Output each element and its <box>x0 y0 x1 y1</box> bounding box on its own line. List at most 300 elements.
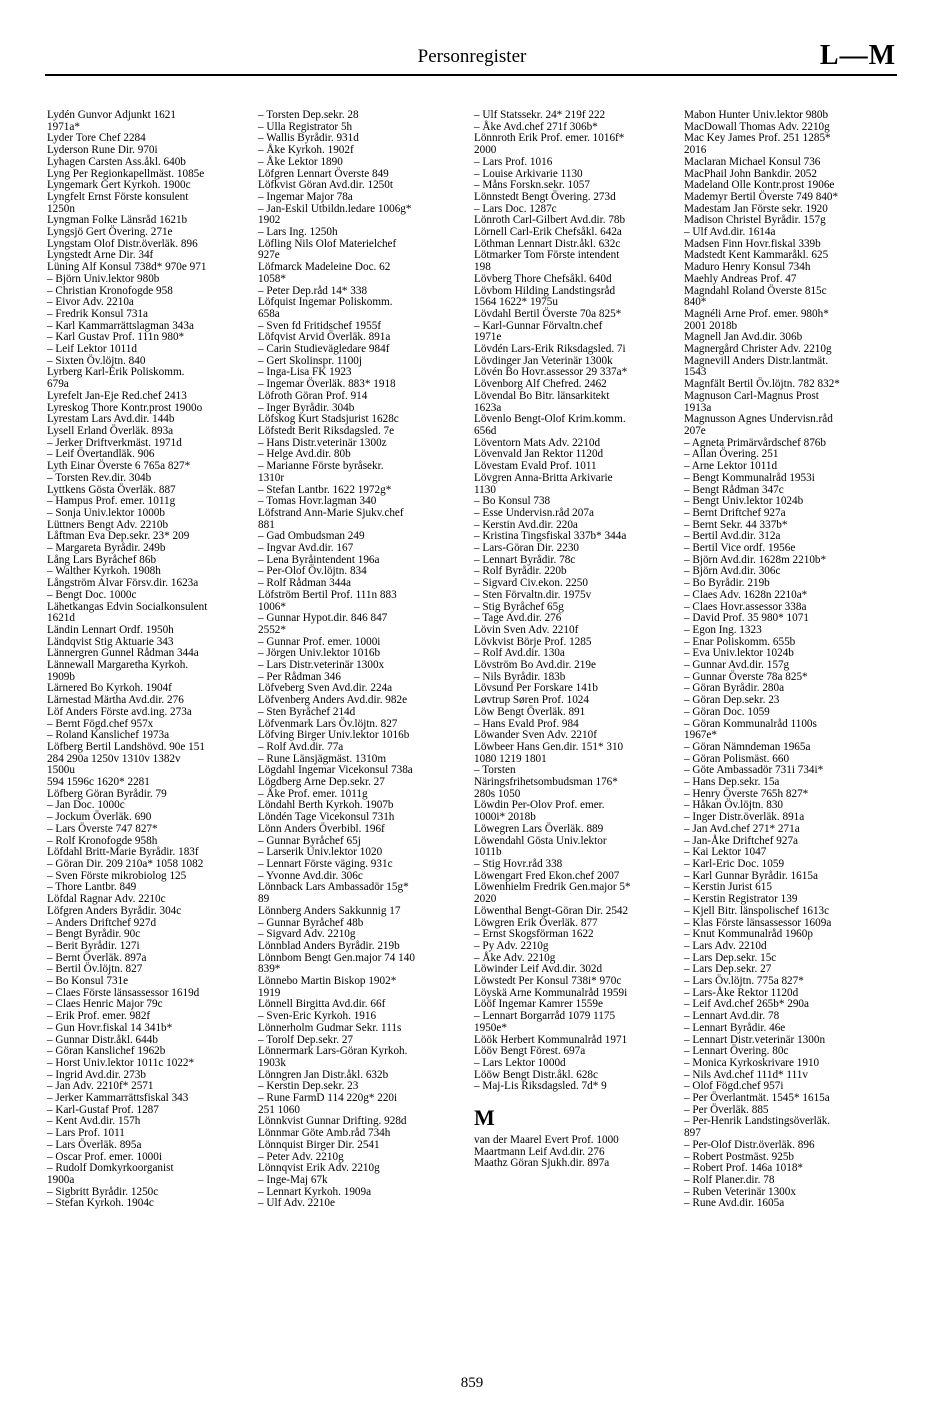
register-entry: – Karl Kammarrättslagman 343a <box>47 319 194 332</box>
register-entry: – Oscar Prof. emer. 1000i <box>47 1150 162 1163</box>
register-entry: – Sigvard Adv. 2210g <box>258 928 356 941</box>
register-entry: 656d <box>474 424 497 437</box>
register-entry: – Gunnar Byråchef 65j <box>258 834 361 847</box>
register-entry: 207e <box>684 424 706 437</box>
register-entry: – Inger Byrådir. 304b <box>258 401 355 414</box>
register-entry: – Carin Studievägledare 984f <box>258 343 390 356</box>
register-entry: – Marianne Förste byråsekr. <box>258 460 384 473</box>
register-entry: Lövenvald Jan Rektor 1120d <box>474 448 604 461</box>
register-entry: Löventorn Mats Adv. 2210d <box>474 436 601 449</box>
register-entry: – Eivor Adv. 2210a <box>47 296 134 309</box>
register-entry: – Lars Adv. 2210d <box>684 939 767 952</box>
register-entry: Lövenborg Alf Chefred. 2462 <box>474 378 607 391</box>
register-entry: Lyngfelt Ernst Förste konsulent <box>47 190 189 203</box>
register-entry: 897 <box>684 1127 701 1140</box>
register-entry: – Gunnar Distr.åkl. 644b <box>47 1033 158 1046</box>
register-entry: 840* <box>684 296 707 309</box>
register-entry: Löwengart Fred Ekon.chef 2007 <box>474 869 620 882</box>
register-entry: – Karl Gustav Prof. 111n 980* <box>47 331 185 344</box>
register-entry: – Måns Forskn.sekr. 1057 <box>474 179 590 192</box>
register-entry: – Bertil Öv.löjtn. 827 <box>47 963 143 976</box>
register-entry: – Claes Hovr.assessor 338a <box>684 600 807 613</box>
register-entry: – Åke Avd.chef 271f 306b* <box>474 120 598 133</box>
register-entry: Löndén Tage Vicekonsul 731h <box>258 811 395 824</box>
register-entry: – Leif Avd.chef 265b* 290a <box>684 998 809 1011</box>
register-entry: – Gunnar Byråchef 48b <box>258 916 364 929</box>
register-entry: 1130 <box>474 483 496 496</box>
register-entry: – Bengt Rådman 347c <box>684 483 784 496</box>
register-entry: Löfmarck Madeleine Doc. 62 <box>258 261 391 274</box>
register-entry: Lööv Bengt Förest. 697a <box>474 1045 586 1058</box>
register-entry: Lövin Sven Adv. 2210f <box>474 623 579 636</box>
register-entry: Löfqvist Arvid Överläk. 891a <box>258 331 391 344</box>
register-entry: 1900a <box>47 1173 75 1186</box>
register-entry: 1903k <box>258 1056 286 1069</box>
register-entry: – Bernt Driftchef 927a <box>684 506 786 519</box>
register-entry: Löw Bengt Överläk. 891 <box>474 705 586 718</box>
register-entry: – Hans Evald Prof. 984 <box>474 717 579 730</box>
register-entry: – Rolf Rådman 344a <box>258 577 351 590</box>
register-entry: Lövdinger Jan Veterinär 1300k <box>474 354 613 367</box>
register-entry: Madison Christel Byrådir. 157g <box>684 214 826 227</box>
register-entry: Lönnquist Birger Dir. 2541 <box>258 1138 380 1151</box>
register-entry: 594 1596c 1620* 2281 <box>47 776 150 789</box>
register-entry: – Per Överlantmät. 1545* 1615a <box>684 1092 830 1105</box>
register-entry: Låftman Eva Dep.sekr. 23* 209 <box>47 530 190 543</box>
register-entry: Lüning Alf Konsul 738d* 970e 971 <box>47 261 207 274</box>
register-entry: 1971a* <box>47 120 80 133</box>
register-entry: – Jockum Överläk. 690 <box>47 811 152 824</box>
register-entry: Lövenlo Bengt-Olof Krim.komm. <box>474 413 626 426</box>
register-entry: – Lars Distr.veterinär 1300x <box>258 659 385 672</box>
register-entry: 2001 2018b <box>684 319 738 332</box>
register-entry: 1909b <box>47 670 75 683</box>
register-entry: – Larserik Univ.lektor 1020 <box>258 846 383 859</box>
register-entry: Lövsund Per Forskare 141b <box>474 682 598 695</box>
register-entry: – Ingrid Avd.dir. 273b <box>47 1068 146 1081</box>
register-column-2 <box>258 110 463 1210</box>
register-entry: Lögdahl Ingemar Vicekonsul 738a <box>258 764 413 777</box>
register-entry: Magnuson Carl-Magnus Prost <box>684 389 819 402</box>
register-entry: Lüttners Bengt Adv. 2210b <box>47 518 169 531</box>
register-entry: – Karl-Gustaf Prof. 1287 <box>47 1103 159 1116</box>
register-entry: – Jan Adv. 2210f* 2571 <box>47 1080 154 1093</box>
register-entry: MacDowall Thomas Adv. 2210g <box>684 120 830 133</box>
register-entry: Lönnmar Göte Amb.råd 734h <box>258 1127 391 1140</box>
register-entry: Lörnell Carl-Erik Chefsåkl. 642a <box>474 226 622 239</box>
register-entry: Madeland Olle Kontr.prost 1906e <box>684 179 835 192</box>
register-entry: Lönnell Birgitta Avd.dir. 66f <box>258 998 386 1011</box>
register-entry: 1080 1219 1801 <box>474 752 547 765</box>
header-rule <box>45 74 897 76</box>
register-entry: – Ulf Adv. 2210e <box>258 1197 335 1210</box>
register-entry: – Ingemar Överläk. 883* 1918 <box>258 378 396 391</box>
register-entry: – Bernt Fögd.chef 957x <box>47 717 154 730</box>
register-entry: – Lars Öv.löjtn. 775a 827* <box>684 975 804 988</box>
register-entry: – Allan Övering. 251 <box>684 448 779 461</box>
register-entry: – Sven Förste mikrobiolog 125 <box>47 869 187 882</box>
register-entry: Löf Anders Förste avd.ing. 273a <box>47 705 192 718</box>
register-entry: – Karl-Gunnar Förvaltn.chef <box>474 319 603 332</box>
register-entry: – Göran Kanslichef 1962b <box>47 1045 166 1058</box>
register-entry: Lövdahl Bertil Överste 70a 825* <box>474 307 622 320</box>
register-entry: – Rune Länsjägmäst. 1310m <box>258 752 387 765</box>
register-entry: Långström Alvar Försv.dir. 1623a <box>47 577 199 590</box>
register-entry: – Claes Henric Major 79c <box>47 998 163 1011</box>
register-entry: – Gunnar Prof. emer. 1000i <box>258 635 381 648</box>
register-entry: 2000 <box>474 144 497 157</box>
register-entry: – Lars Ing. 1250h <box>258 226 338 239</box>
register-entry: – Ingvar Avd.dir. 167 <box>258 542 354 555</box>
register-entry: Lögdberg Arne Dep.sekr. 27 <box>258 776 385 789</box>
register-entry: – Ingemar Major 78a <box>258 190 353 203</box>
register-entry: – Kent Avd.dir. 157h <box>47 1115 141 1128</box>
register-entry: Lönnerholm Gudmar Sekr. 111s <box>258 1021 402 1034</box>
register-entry: Lyngstedt Arne Dir. 34f <box>47 249 154 262</box>
register-entry: – Bernt Överläk. 897a <box>47 951 147 964</box>
register-entry: – Per-Olof Distr.överläk. 896 <box>684 1138 815 1151</box>
register-entry: – Bernt Sekr. 44 337b* <box>684 518 788 531</box>
register-entry: – Lennart Förste väging. 931c <box>258 858 393 870</box>
register-entry: Madestam Jan Förste sekr. 1920 <box>684 202 828 215</box>
register-entry: Madsen Finn Hovr.fiskal 339b <box>684 237 821 250</box>
register-entry: Löfroth Göran Prof. 914 <box>258 389 368 402</box>
register-entry: – Göran Polismäst. 660 <box>684 752 790 765</box>
register-entry: Löfdahl Britt-Marie Byrådir. 183f <box>47 846 199 859</box>
register-entry: – Rune FarmD 114 220g* 220i <box>258 1092 398 1105</box>
register-entry: – Rudolf Domkyrkoorganist <box>47 1162 174 1175</box>
register-entry: – Ulf Statssekr. 24* 219f 222 <box>474 109 606 121</box>
register-entry: – Ernst Skogsförman 1622 <box>474 928 594 941</box>
register-entry: Lyrestam Lars Avd.dir. 144b <box>47 413 175 426</box>
register-entry: – Göran Doc. 1059 <box>684 705 770 718</box>
register-entry: – Py Adv. 2210g <box>474 939 549 952</box>
register-entry: – Walther Kyrkoh. 1908h <box>47 565 161 578</box>
register-entry: – Bengt Byrådir. 90c <box>47 928 141 941</box>
register-entry: – Kerstin Dep.sekr. 23 <box>258 1080 359 1093</box>
register-entry: – Åke Prof. emer. 1011g <box>258 787 368 800</box>
register-entry: – Leif Övertandläk. 906 <box>47 448 155 461</box>
register-entry: – Stefan Kyrkoh. 1904c <box>47 1197 154 1210</box>
register-entry: – Louise Arkivarie 1130 <box>474 167 583 180</box>
register-entry: – Robert Prof. 146a 1018* <box>684 1162 804 1175</box>
register-entry: Lönnroth Erik Prof. emer. 1016f* <box>474 132 625 145</box>
register-entry: – Ulla Registrator 5h <box>258 120 353 133</box>
register-entry: – Thore Lantbr. 849 <box>47 881 137 894</box>
register-entry: – Kristina Tingsfiskal 337b* 344a <box>474 530 627 543</box>
register-entry: Lönnstedt Bengt Övering. 273d <box>474 190 616 203</box>
register-entry: – Åke Lektor 1890 <box>258 155 343 168</box>
register-entry: Maartmann Leif Avd.dir. 276 <box>474 1145 605 1158</box>
register-entry: Lyng Per Regionkapellmäst. 1085e <box>47 167 205 180</box>
register-entry: – Åke Adv. 2210g <box>474 951 556 964</box>
register-entry: Löfberg Bertil Landshövd. 90e 151 <box>47 740 205 753</box>
register-entry: Lötmarker Tom Förste intendent <box>474 249 620 262</box>
register-entry: Lyder Tore Chef 2284 <box>47 132 146 145</box>
register-entry: – Hans Dep.sekr. 15a <box>684 776 780 789</box>
register-entry: – Yvonne Avd.dir. 306c <box>258 869 363 882</box>
register-entry: – Jerker Kammarrättsfiskal 343 <box>47 1092 189 1105</box>
register-entry: – Lena Byråintendent 196a <box>258 553 380 566</box>
register-entry: 839* <box>258 963 281 976</box>
register-entry: Magnusson Agnes Undervisn.råd <box>684 413 833 426</box>
register-entry: Löfveberg Sven Avd.dir. 224a <box>258 682 393 695</box>
register-entry: Lönnermark Lars-Göran Kyrkoh. <box>258 1045 408 1058</box>
register-entry: – Bo Byrådir. 219b <box>684 577 770 590</box>
register-entry: – Arne Lektor 1011d <box>684 460 778 473</box>
register-entry: 1000i* 2018b <box>474 811 536 824</box>
register-entry: Lönnback Lars Ambassadör 15g* <box>258 881 409 894</box>
register-entry: Löfstedt Berit Riksdagsled. 7e <box>258 424 395 437</box>
register-entry: Madstedt Kent Kammaråkl. 625 <box>684 249 829 262</box>
register-entry: – Per Överläk. 885 <box>684 1103 769 1116</box>
register-entry: 1543 <box>684 366 707 379</box>
register-entry: Lövbom Hilding Landstingsråd <box>474 284 616 297</box>
register-entry: – Sven-Eric Kyrkoh. 1916 <box>258 1010 377 1023</box>
register-entry: – Margareta Byrådir. 249b <box>47 542 166 555</box>
register-entry: Magnergård Christer Adv. 2210g <box>684 343 832 356</box>
register-entry: Lyngsjö Gert Övering. 271e <box>47 226 173 239</box>
register-entry: Lönnbom Bengt Gen.major 74 140 <box>258 951 415 964</box>
register-entry: Löwgren Erik Överläk. 877 <box>474 916 598 929</box>
register-entry: – Fredrik Konsul 731a <box>47 307 148 320</box>
register-entry: – Inge-Maj 67k <box>258 1173 328 1186</box>
register-entry: – Erik Prof. emer. 982f <box>47 1010 151 1023</box>
register-entry: Lönnblad Anders Byrådir. 219b <box>258 939 400 952</box>
register-entry: – Gert Skolinspr. 1100j <box>258 354 363 367</box>
register-entry: Magndahl Roland Överste 815c <box>684 284 827 297</box>
register-entry: Magnfält Bertil Öv.löjtn. 782 832* <box>684 378 840 391</box>
register-entry: – Jan Doc. 1000c <box>47 799 125 812</box>
register-entry: – Tage Avd.dir. 276 <box>474 612 562 625</box>
register-entry: Löfdal Ragnar Adv. 2210c <box>47 893 166 906</box>
register-entry: Mademyr Bertil Överste 749 840* <box>684 190 839 203</box>
register-entry: 1564 1622* 1975u <box>474 296 558 309</box>
register-entry: Lång Lars Byråchef 86b <box>47 553 157 566</box>
register-entry: Löfström Bertil Prof. 111n 883 <box>258 588 397 601</box>
register-entry: – Lars Lektor 1000d <box>474 1056 566 1069</box>
register-entry: – Bertil Vice ordf. 1956e <box>684 542 796 555</box>
register-entry: – Sonja Univ.lektor 1000b <box>47 506 165 519</box>
register-entry: 1621d <box>47 612 75 625</box>
register-entry: – Rolf Byrådir. 220b <box>474 565 567 578</box>
register-entry: – Horst Univ.lektor 1011c 1022* <box>47 1056 195 1069</box>
register-entry: – Göran Dir. 209 210a* 1058 1082 <box>47 858 204 870</box>
register-entry: Löthman Lennart Distr.åkl. 632c <box>474 237 621 250</box>
register-entry: Löwinder Leif Avd.dir. 302d <box>474 963 603 976</box>
page-header-letters: L—M <box>819 40 896 71</box>
register-entry: – Torsten <box>474 764 516 777</box>
register-entry: Lönnebo Martin Biskop 1902* <box>258 975 397 988</box>
register-entry: Lännergren Gunnel Rådman 344a <box>47 647 199 660</box>
register-entry: Löwenhielm Fredrik Gen.major 5* <box>474 881 631 894</box>
register-entry: – Peter Adv. 2210g <box>258 1150 344 1163</box>
register-entry: Ländqvist Stig Aktuarie 343 <box>47 635 174 648</box>
register-entry: – Gunnar Avd.dir. 157g <box>684 659 790 672</box>
register-entry: – Anders Driftchef 927d <box>47 916 157 929</box>
register-entry: – Esse Undervisn.råd 207a <box>474 506 594 519</box>
register-entry: – Maj-Lis Riksdagsled. 7d* 9 <box>474 1080 607 1093</box>
register-entry: 280s 1050 <box>474 787 521 800</box>
register-entry: – Jerker Driftverkmäst. 1971d <box>47 436 182 449</box>
register-entry: 1011b <box>474 846 502 859</box>
register-entry: Löfskog Kurt Stadsjurist 1628c <box>258 413 399 426</box>
register-entry: – Henry Överste 765h 827* <box>684 787 809 800</box>
register-entry: – Bengt Univ.lektor 1024b <box>684 495 804 508</box>
register-entry: Löfvenmark Lars Öv.löjtn. 827 <box>258 717 398 730</box>
register-entry: – Bo Konsul 731e <box>47 975 129 988</box>
register-entry: Löndahl Berth Kyrkoh. 1907b <box>258 799 394 812</box>
register-entry: – Åke Kyrkoh. 1902f <box>258 144 354 157</box>
register-entry: Lövberg Thore Chefsåkl. 640d <box>474 272 612 285</box>
register-entry: Lyderson Rune Dir. 970i <box>47 144 158 157</box>
register-entry: – Gunnar Hypot.dir. 846 847 <box>258 612 388 625</box>
register-entry: – Gad Ombudsman 249 <box>258 530 365 543</box>
register-entry: – Knut Kommunalråd 1960p <box>684 928 813 941</box>
register-entry: – Ruben Veterinär 1300x <box>684 1185 796 1198</box>
register-entry: Lönnqvist Erik Adv. 2210g <box>258 1162 380 1175</box>
register-entry: – Robert Postmäst. 925b <box>684 1150 795 1163</box>
register-entry: – Göran Byrådir. 280a <box>684 682 785 695</box>
register-entry: Lööw Bengt Distr.åkl. 628c <box>474 1068 598 1081</box>
register-entry: Lönroth Carl-Gilbert Avd.dir. 78b <box>474 214 626 227</box>
register-entry: Löwstedt Per Konsul 738i* 970c <box>474 975 622 988</box>
register-entry: Löwdin Per-Olov Prof. emer. <box>474 799 605 812</box>
register-entry: Näringsfrihetsombudsman 176* <box>474 776 618 789</box>
register-entry: 1500u <box>47 764 75 777</box>
register-entry: Maclaran Michael Konsul 736 <box>684 155 821 168</box>
register-entry: – Kerstin Avd.dir. 220a <box>474 518 578 531</box>
register-entry: – Sigbritt Byrådir. 1250c <box>47 1185 159 1198</box>
register-entry: – Karl Gunnar Byrådir. 1615a <box>684 869 818 882</box>
register-entry: Lännewall Margaretha Kyrkoh. <box>47 659 189 672</box>
register-entry: Löwegren Lars Överläk. 889 <box>474 822 604 835</box>
register-entry: – Rolf Planer.dir. 78 <box>684 1173 775 1186</box>
register-entry: 198 <box>474 261 491 274</box>
register-entry: – Lennart Kyrkoh. 1909a <box>258 1185 372 1198</box>
register-entry: – Göran Kommunalråd 1100s <box>684 717 817 730</box>
register-entry: – Eva Univ.lektor 1024b <box>684 647 794 660</box>
register-column-1 <box>47 110 252 1210</box>
register-entry: – Håkan Öv.löjtn. 830 <box>684 799 784 812</box>
register-entry: MacPhail John Bankdir. 2052 <box>684 167 817 180</box>
register-entry: Lövén Bo Hovr.assessor 29 337a* <box>474 366 628 379</box>
register-entry: Löök Herbert Kommunalråd 1971 <box>474 1033 628 1046</box>
register-entry: Magnéli Arne Prof. emer. 980h* <box>684 307 829 320</box>
register-entry: – Rolf Kronofogde 958h <box>47 834 158 847</box>
register-entry: – Gunnar Överste 78a 825* <box>684 670 808 683</box>
register-entry: Lövgren Anna-Britta Arkivarie <box>474 471 613 484</box>
register-entry: Lyreskog Thore Kontr.prost 1900o <box>47 401 203 414</box>
register-entry: – Rune Avd.dir. 1605a <box>684 1197 785 1210</box>
register-entry: 679a <box>47 378 69 391</box>
register-entry: Magnell Jan Avd.dir. 306b <box>684 331 803 344</box>
register-entry: – Lennart Borgarråd 1079 1175 <box>474 1010 616 1023</box>
register-entry: Löfgren Anders Byrådir. 304c <box>47 904 182 917</box>
register-entry: – Stig Byråchef 65g <box>474 600 564 613</box>
register-entry: 927e <box>258 249 280 262</box>
register-entry: – Lars-Åke Rektor 1120d <box>684 986 799 999</box>
register-entry: Lövdén Lars-Erik Riksdagsled. 7i <box>474 343 626 356</box>
register-entry: Lyrberg Karl-Erik Poliskomm. <box>47 366 185 379</box>
register-entry: – Sten Byråchef 214d <box>258 705 356 718</box>
register-entry: Lönngren Jan Distr.åkl. 632b <box>258 1068 389 1081</box>
register-entry: Lönn Anders Överbibl. 196f <box>258 822 385 835</box>
register-entry: – Inga-Lisa FK 1923 <box>258 366 352 379</box>
register-entry: – Kjell Bitr. länspolischef 1613c <box>684 904 830 917</box>
register-entry: – Sigvard Civ.ekon. 2250 <box>474 577 588 590</box>
register-entry: Magnevill Anders Distr.lantmät. <box>684 354 829 367</box>
register-entry: – Monica Kyrkoskrivare 1910 <box>684 1056 820 1069</box>
register-entry: – Lars Dep.sekr. 15c <box>684 951 777 964</box>
register-entry: Löwander Sven Adv. 2210f <box>474 729 597 742</box>
register-entry: – Claes Förste länsassessor 1619d <box>47 986 200 999</box>
register-entry: 1902 <box>258 214 281 227</box>
register-entry: Löwendahl Gösta Univ.lektor <box>474 834 607 847</box>
register-entry: – Lars Överste 747 827* <box>47 822 158 835</box>
register-entry: Löyskä Arne Kommunalråd 1959i <box>474 986 628 999</box>
register-entry: – Lars Prof. 1011 <box>47 1127 125 1140</box>
register-entry: – Leif Lektor 1011d <box>47 343 137 356</box>
register-entry: – Torolf Dep.sekr. 27 <box>258 1033 354 1046</box>
register-entry: Maduro Henry Konsul 734h <box>684 261 811 274</box>
register-entry: 881 <box>258 518 275 531</box>
register-entry: – Peter Dep.råd 14* 338 <box>258 284 368 297</box>
register-entry: – Jan-Eskil Utbildn.ledare 1006g* <box>258 202 412 215</box>
register-entry: Mac Key James Prof. 251 1285* <box>684 132 831 145</box>
register-entry: Lärnestad Märtha Avd.dir. 276 <box>47 694 184 707</box>
register-entry: – Lars Dep.sekr. 27 <box>684 963 772 976</box>
register-entry: Löwenthal Bengt-Göran Dir. 2542 <box>474 904 629 917</box>
register-entry: – Jan-Åke Driftchef 927a <box>684 834 799 847</box>
register-entry: – Rolf Avd.dir. 77a <box>258 740 344 753</box>
register-entry: – Stefan Lantbr. 1622 1972g* <box>258 483 392 496</box>
register-entry: Lövendal Bo Bitr. länsarkitekt <box>474 389 610 402</box>
register-entry: Löfquist Ingemar Poliskomm. <box>258 296 393 309</box>
register-entry: 1310r <box>258 471 285 484</box>
register-entry: – Göte Ambassadör 731i 734i* <box>684 764 824 777</box>
register-entry: – Wallis Byrådir. 931d <box>258 132 359 145</box>
register-entry: 2020 <box>474 893 497 906</box>
register-entry: Lövestam Evald Prof. 1011 <box>474 460 597 473</box>
register-entry: Lyttkens Gösta Överläk. 887 <box>47 483 176 496</box>
register-entry: – Bo Konsul 738 <box>474 495 551 508</box>
register-entry: 2552* <box>258 623 286 636</box>
register-entry: – Lars Doc. 1287c <box>474 202 557 215</box>
register-entry: – Kerstin Registrator 139 <box>684 893 798 906</box>
register-entry: – Björn Avd.dir. 306c <box>684 565 781 578</box>
register-entry: – Lars-Göran Dir. 2230 <box>474 542 580 555</box>
register-entry: – Kerstin Jurist 615 <box>684 881 772 894</box>
register-entry: Lydén Gunvor Adjunkt 1621 <box>47 109 176 121</box>
register-entry: – Roland Kanslichef 1973a <box>47 729 170 742</box>
register-entry: – Claes Adv. 1628n 2210a* <box>684 588 808 601</box>
register-entry: – Kai Lektor 1047 <box>684 846 767 859</box>
section-letter-m: M <box>474 1105 495 1131</box>
register-entry: – Lennart Distr.veterinär 1300n <box>684 1033 826 1046</box>
register-entry: – Christian Kronofogde 958 <box>47 284 173 297</box>
register-entry: 658a <box>258 307 280 320</box>
register-entry: Lähetkangas Edvin Socialkonsulent <box>47 600 208 613</box>
register-entry: Maehly Andreas Prof. 47 <box>684 272 797 285</box>
register-entry: Löfgren Lennart Överste 849 <box>258 167 389 180</box>
register-entry: – Lennart Övering. 80c <box>684 1045 789 1058</box>
register-entry: – Torsten Dep.sekr. 28 <box>258 109 359 121</box>
register-entry: – Hampus Prof. emer. 1011g <box>47 495 176 508</box>
register-entry: – Klas Förste länsassessor 1609a <box>684 916 832 929</box>
page-number: 859 <box>460 1375 484 1391</box>
register-entry: – Agneta Primärvårdschef 876b <box>684 436 826 449</box>
